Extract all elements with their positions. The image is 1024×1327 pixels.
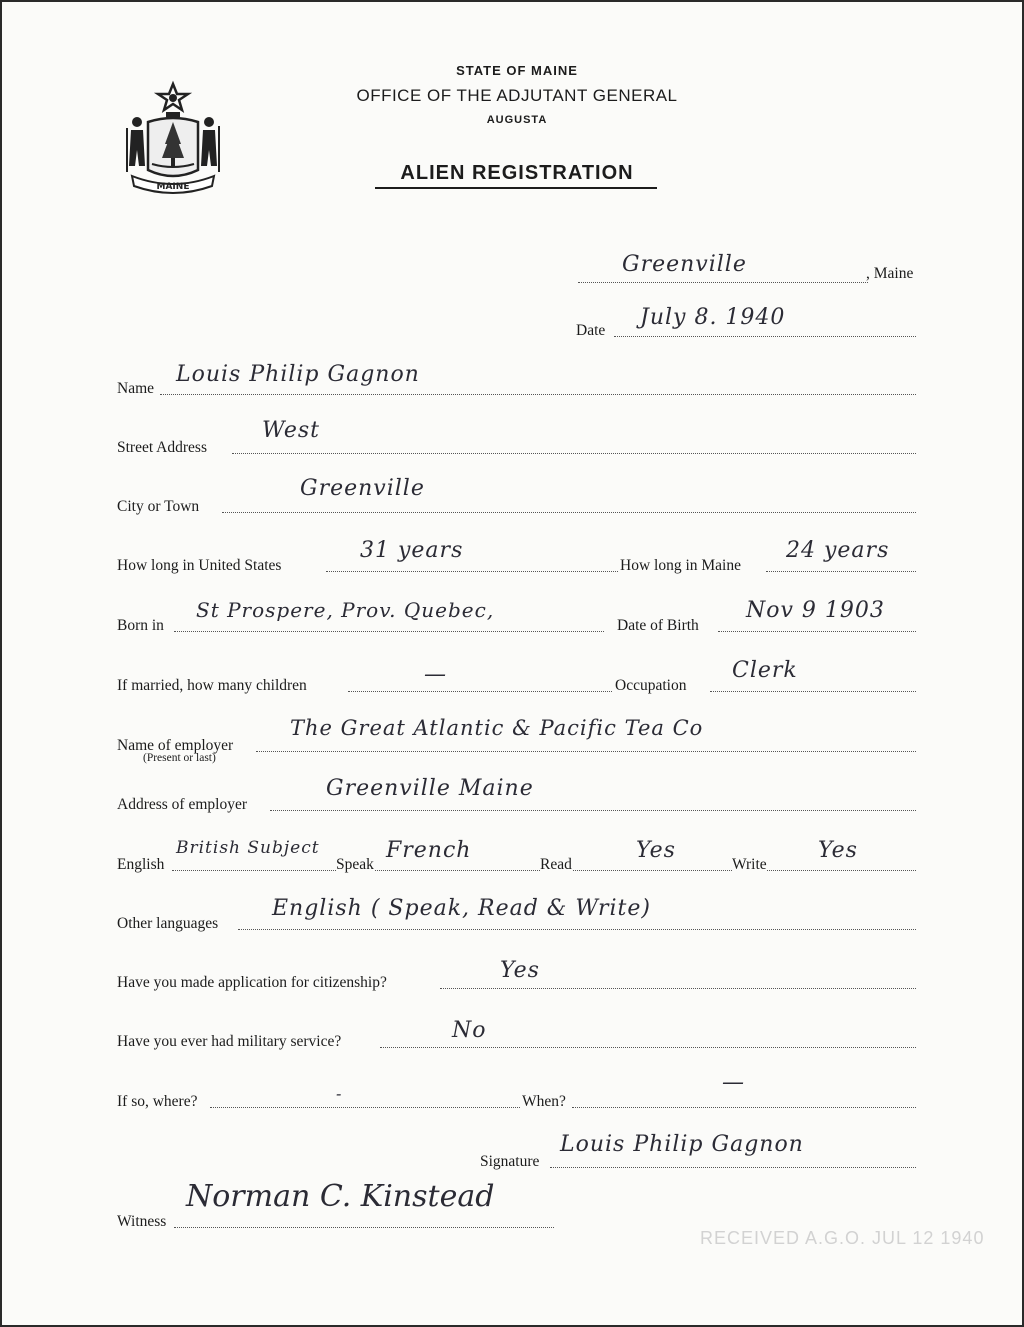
signature-value: Louis Philip Gagnon [560,1132,804,1157]
citizenship-value: Yes [500,958,540,983]
employer-address-value: Greenville Maine [326,776,534,801]
date-value: July 8. 1940 [640,305,786,330]
other-languages-value: English ( Speak, Read & Write) [272,896,651,921]
speak-value: French [386,838,472,863]
employer-sublabel: (Present or last) [143,752,216,764]
city-label: City or Town [117,498,200,515]
dob-label: Date of Birth [617,617,699,634]
employer-label: Name of employer [117,737,234,754]
military-line [380,1047,916,1048]
how-long-us-value: 31 years [360,538,464,563]
employer-address-label: Address of employer [117,796,247,813]
title-underline [375,187,657,189]
born-label: Born in [117,617,164,634]
signature-label: Signature [480,1153,540,1170]
other-languages-label: Other languages [117,915,219,932]
born-line [174,631,604,632]
born-value: St Prospere, Prov. Quebec, [196,598,495,622]
signature-line [550,1167,916,1168]
where-label: If so, where? [117,1093,198,1110]
write-label: Write [732,856,767,873]
town-value: Greenville [622,252,747,277]
occupation-line [710,691,916,692]
citizenship-line [440,988,916,989]
svg-text:MAINE: MAINE [156,182,190,192]
where-line [210,1107,520,1108]
date-line [614,336,916,337]
street-value: West [262,418,320,443]
speak-label: Speak [336,856,374,873]
citizenship-label: Have you made application for citizenship? [117,974,387,991]
english-label: English [117,856,165,873]
children-line [348,691,612,692]
how-long-us-line [326,571,618,572]
form-title: ALIEN REGISTRATION [400,162,634,184]
header-office: OFFICE OF THE ADJUTANT GENERAL [356,86,678,105]
read-label: Read [540,856,572,873]
header-city: AUGUSTA [486,114,548,126]
employer-value: The Great Atlantic & Pacific Tea Co [290,716,704,740]
received-stamp: RECEIVED A.G.O. JUL 12 1940 [700,1228,985,1248]
english-value: British Subject [176,838,320,858]
military-value: No [452,1018,487,1043]
when-value: — [722,1070,745,1095]
children-label: If married, how many children [117,677,307,694]
city-line [222,512,916,513]
witness-value: Norman C. Kinstead [186,1179,495,1214]
name-line [160,394,916,395]
witness-line [174,1227,554,1228]
when-line [572,1107,916,1108]
header-state: STATE OF MAINE [456,63,578,78]
occupation-label: Occupation [615,677,687,694]
date-label: Date [576,322,606,339]
street-line [232,453,916,454]
how-long-me-line [766,571,916,572]
where-value: - [336,1084,343,1103]
children-value: — [424,662,447,687]
dob-value: Nov 9 1903 [746,598,885,623]
military-label: Have you ever had military service? [117,1033,342,1050]
how-long-me-value: 24 years [786,538,890,563]
employer-line [256,751,916,752]
name-label: Name [117,380,155,397]
street-label: Street Address [117,439,207,456]
town-suffix: , Maine [866,265,914,282]
read-value: Yes [636,838,676,863]
occupation-value: Clerk [732,658,798,683]
dob-line [718,631,916,632]
employer-address-line [270,810,916,811]
town-line [578,282,868,283]
how-long-me-label: How long in Maine [620,557,741,574]
when-label: When? [522,1093,566,1110]
how-long-us-label: How long in United States [117,557,282,574]
write-value: Yes [818,838,858,863]
witness-label: Witness [117,1213,167,1230]
other-languages-line [238,929,916,930]
city-value: Greenville [300,476,425,501]
name-value: Louis Philip Gagnon [176,362,420,387]
